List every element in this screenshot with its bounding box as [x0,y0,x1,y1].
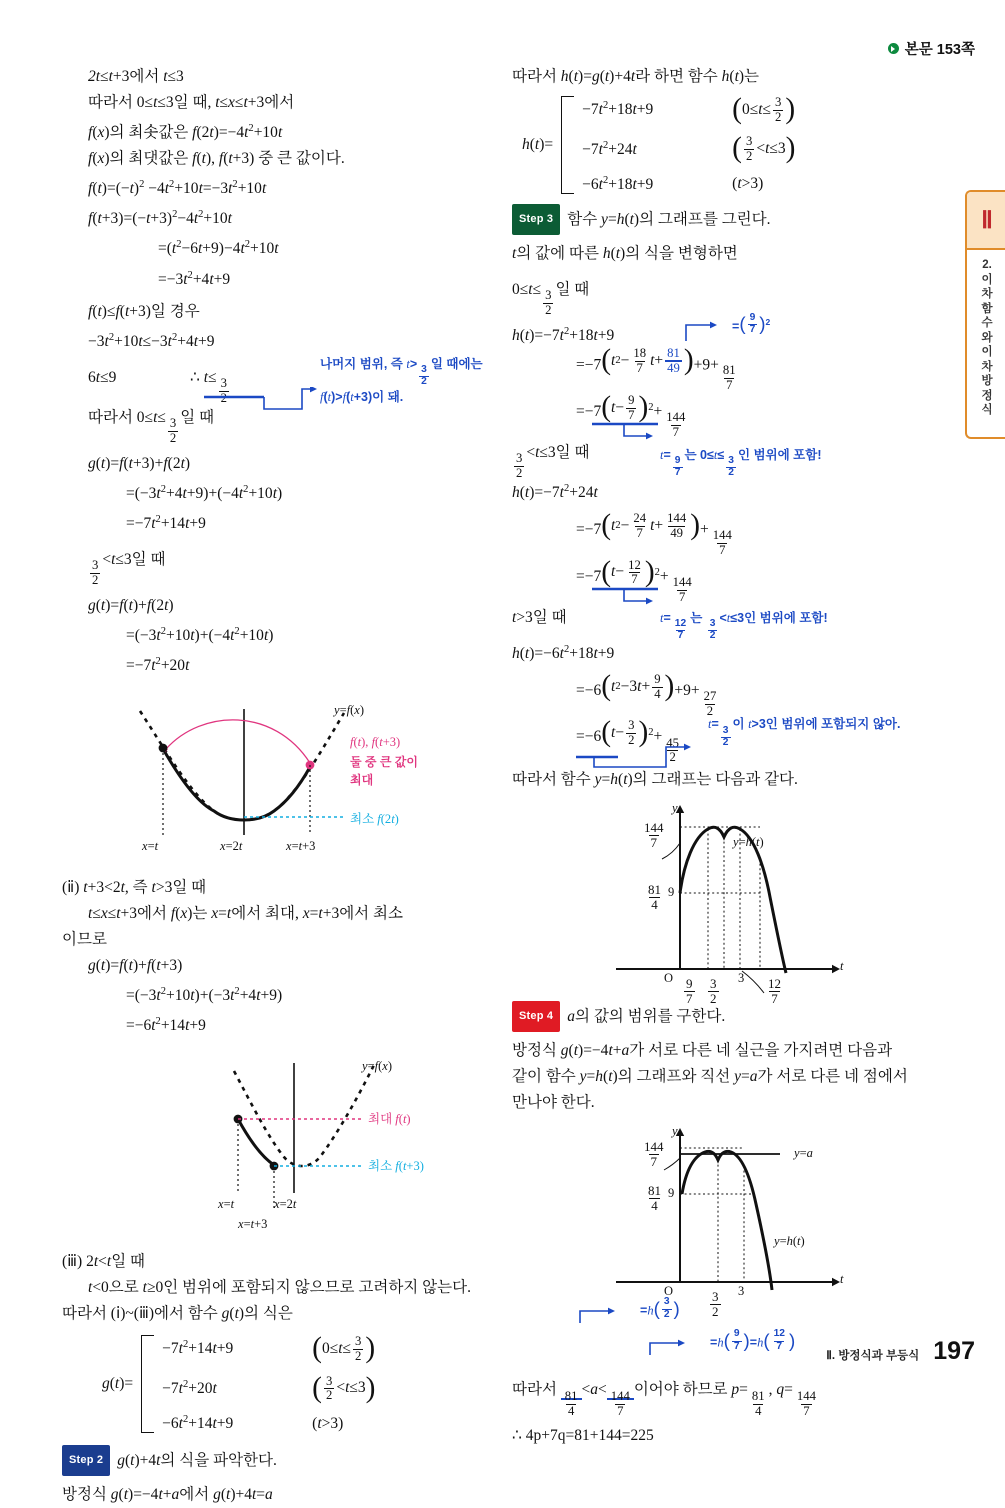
math-line: $\frac{3}{2}$ <t≤3일 때 [92,550,166,588]
math-line: $h(t)=-6t^2+18t+9$ [512,643,615,662]
side-tab-char: 정 [981,389,993,402]
system-cond: ( $\frac{3}{2}$ < t ≤3 ) [312,1371,376,1404]
side-tab-char: 수 [981,317,993,329]
left-column [62,64,512,1508]
final-answer-line [512,1377,962,1449]
side-tab-char: 이 [981,273,993,286]
math-line: $=-3t^2+4t+9$ [158,269,231,288]
math-line: $=(-3t^2+10t)+(-4t^2+10t)$ [126,625,274,644]
side-tab-char: 이 [981,346,993,358]
callout-range-note-b: t= $\frac{12}{7}$ 는 $\frac{3}{2}$ <t≤3인 범위에 포함! [660,610,828,642]
callout-h-9-7-12-7: =h ( $\frac{9}{7}$ ) =h ( $\frac{12}{7}$ ) [710,1328,796,1352]
case-b-line3 [512,557,962,605]
callout-connector-line [202,387,322,417]
math-line: $=(-3t^2+10t)+(-3t^2+4t+9)$ [126,986,283,1005]
callout-range-note-c: t= $\frac{3}{2}$ 이 t>3인 범위에 포함되지 않아. [708,717,901,749]
math-line: $=(t^2-6t+9)-4t^2+10t$ [158,239,279,258]
system-expr: $-6t^2+14t+9$ [162,1414,234,1433]
curve-label-f: y=f(x) [334,703,365,718]
math-line: $h(t)=-7t^2+18t+9$ [512,325,615,344]
system-cond: ( 0≤ t ≤ $\frac{3}{2}$ ) [312,1332,376,1365]
y-tick-9: 9 [668,1186,675,1201]
x-tick-t3: x=t+3 [286,839,316,854]
x-tick-12-7: $\frac{12}{7}$ [768,975,781,1006]
system-expr: $-7t^2+14t+9$ [162,1339,234,1358]
math-line: $f(t)=(-t)^2 -4t^2+10t=-3t^2+10t$ [88,179,267,198]
callout-connector-line [576,1305,636,1327]
x-tick-t3: x=t+3 [238,1217,268,1232]
math-line: 이므로 [62,931,107,949]
graph-f-case-1 [62,687,512,867]
callout-text: 나머지 범위, 즉 t> $\frac{3}{2}$ 일 때에는 f(t)>f(t+3)이 돼. [320,356,483,404]
math-line: 따라서 (ⅰ)~(ⅲ)에서 함수 g(t)의 식은 [62,1305,293,1323]
inequality-with-callout [62,356,512,405]
origin-label: O [664,971,674,986]
math-line: 따라서 h(t)=g(t)+4t라 하면 함수 h(t)는 [512,68,760,85]
case-a-line1 [512,311,962,347]
math-line: f(x)의 최댓값은 f(t), f(t+3) 중 큰 값이다. [88,150,345,168]
system-expr: $-7t^2+24t$ [582,139,637,158]
system-expr: $-6t^2+18t+9$ [582,174,654,193]
t-axis-label: t [840,1272,844,1287]
system-cond: ( $\frac{3}{2}$ < t ≤3 ) [732,132,796,165]
callout-h-3-2: =h ( $\frac{3}{2}$ ) [640,1296,680,1320]
x-tick-9-7: $\frac{9}{7}$ [686,975,693,1006]
system-expr: $-7t^2+20t$ [162,1378,217,1398]
side-tab-char: 차 [981,288,993,300]
case-a-cond: 0≤t≤ $\frac{3}{2}$ 일 때 [512,280,590,317]
math-line: $=-6t^2+14t+9$ [126,1016,206,1035]
graph-f-case-2-svg [62,1053,502,1243]
line-label-a: y=a [794,1146,813,1161]
math-line: f(t)≤f(t+3)일 경우 [88,302,200,320]
math-line: 2t≤t+3에서 t≤3 [88,68,184,85]
y-axis-label: y [672,1124,678,1139]
step4-heading: Step 4 a의 값의 범위를 구한다. [512,1001,962,1032]
x-tick-3: 3 [738,971,745,986]
graph-f-case-1-svg [62,687,502,867]
system-cond: (t>3) [732,175,764,193]
math-line: $-3t^2+10t\le-3t^2+4t+9$ [88,331,215,350]
curve-label-f: y=f(x) [362,1059,393,1074]
curve-label-h: y=h(t) [774,1234,805,1249]
side-tab-char: 차 [981,360,993,373]
system-row [582,92,796,125]
curve-label-h: y=h(t) [733,835,764,850]
step4-line2: 같이 함수 y=h(t)의 그래프와 직선 y=a가 서로 다른 네 점에서 [512,1068,908,1086]
step2-badge: Step 2 [62,1445,110,1476]
callout-range-note-a: t= $\frac{9}{7}$ 는 0≤t≤ $\frac{3}{2}$ 인 범위에 포함! [660,447,822,479]
math-line: g(t)=f(t+3)+f(2t) [88,454,191,472]
math-line: $f(t+3)=(-t+3)^2-4t^2+10t$ [88,209,232,228]
math-line: =−6 ( t 2 −3 t + $\frac{9}{4}$ ) +9+ $\frac{27}{2}$ [576,669,717,718]
step4-line1: 방정식 g(t)=−4t+a가 서로 다른 네 실근을 가지려면 다음과 [512,1042,893,1060]
x-tick-3: 3 [738,1284,745,1299]
h-system-lhs: h(t)= [522,135,554,153]
annot-min: 최소 f(2t) [350,812,399,827]
step4-badge: Step 4 [512,1001,560,1032]
y-axis-label: y [672,801,678,816]
side-tab-char: 2. [982,259,992,271]
system-row [582,132,796,165]
case-b-cond: $\frac{3}{2}$ <t≤3일 때 [516,443,590,480]
math-line: =−7 ( t − $\frac{12}{7}$ ) $^2$+ $\frac{144}{7}$ [576,555,692,604]
system-cond: ( 0≤ t ≤ $\frac{3}{2}$ ) [732,92,796,125]
case-ii-heading: (ⅱ) t+3<2t, 즉 t>3일 때 [62,879,207,897]
math-line: 따라서 $\frac{81}{4}$ <a< $\frac{144}{7}$ 이어야 하므로 p= $\frac{81}{4}$ , q= $\frac{144}{7}$ [512,1381,816,1418]
math-line: =−7 ( t − $\frac{9}{7}$ ) $^2$+ $\frac{144}{7}$ [576,390,686,439]
x-tick-2t: x=2t [274,1197,297,1212]
math-line: =−7 ( t 2 − $\frac{24}{7}$ t + $\frac{144}{49}$ ) + $\frac{144}{7}$ [576,508,732,557]
case-b-cond-row [512,440,962,480]
x-tick-2t: x=2t [220,839,243,854]
graph-f-case-2 [62,1053,512,1243]
system-expr: $-7t^2+18t+9$ [582,100,654,119]
math-line: =−7 ( t 2 − $\frac{18}{7}$ t + $\frac{81}{49}$ ) +9+ $\frac{81}{7}$ [576,344,736,393]
right-column [512,64,962,1449]
system-row [162,1371,376,1404]
footer-page-number: 197 [933,1337,975,1365]
annot-max-math: f(t), f(t+3) [350,735,401,750]
side-tab-char: 와 [981,331,993,344]
step3-heading: Step 3 함수 y=h(t)의 그래프를 그린다. [512,204,962,235]
page-reference-label: 본문 153쪽 [904,42,975,58]
math-line: $h(t)=-7t^2+24t$ [512,482,598,502]
step3-badge: Step 3 [512,204,560,235]
annot-max-kr-1: 둘 중 큰 값이 [350,755,418,770]
h-piecewise-system [512,92,962,194]
math-line: t≤x≤t+3에서 f(x)는 x=t에서 최대, x=t+3에서 최소 [88,905,403,923]
t-axis-label: t [840,959,844,974]
graph-h-svg [512,797,912,997]
math-line: 따라서 0≤t≤ $\frac{3}{2}$ 일 때 [88,408,215,445]
system-brace [561,96,574,194]
case-c-cond: t>3일 때 [512,608,567,626]
g-system-lhs: g(t)= [102,1375,134,1393]
y-tick-144-7: $\frac{144}{7}$ [644,1138,664,1169]
page-footer [0,1332,1005,1366]
side-tab-roman: Ⅱ [967,192,1005,250]
side-tab-label [967,250,1005,418]
y-tick-81-4: $\frac{81}{4}$ [648,881,661,912]
callout-connector-line [574,743,704,771]
chapter-side-tab [965,190,1005,439]
x-tick-3-2: $\frac{3}{2}$ [710,975,717,1006]
math-line: 6t≤9 [88,368,117,386]
math-line: t<0으로 t≥0인 범위에 포함되지 않으므로 고려하지 않는다. [88,1279,471,1297]
callout-square-note: = ( $\frac{9}{7}$ ) $^2$ [732,311,771,335]
case-c-line3 [512,717,962,767]
side-tab-char: 함 [981,302,993,315]
step4-line3: 만나야 한다. [512,1094,595,1112]
x-tick-3-2: $\frac{3}{2}$ [712,1288,719,1319]
conclusion-graph-lead: 따라서 함수 y=h(t)의 그래프는 다음과 같다. [512,771,798,789]
case-iii-heading: (ⅲ) 2t<t일 때 [62,1253,146,1271]
callout-connector-line [682,317,728,347]
origin-label: O [664,1284,674,1299]
page-reference-header [888,38,975,59]
math-line: =−6 ( t − $\frac{3}{2}$ ) $^2$+ $\frac{45}{2}$ [576,716,679,765]
annot-min: 최소 f(t+3) [368,1159,424,1174]
y-tick-9: 9 [668,885,675,900]
green-arrow-bullet-icon [888,43,899,54]
step2-heading: Step 2 g(t)+4t의 식을 파악한다. [62,1445,512,1476]
math-line: g(t)=f(t)+f(t+3) [88,957,183,975]
step3-body: t의 값에 따른 h(t)의 식을 변형하면 [512,244,738,262]
system-row [162,1414,375,1433]
math-line: $=(-3t^2+4t+9)+(-4t^2+10t)$ [126,483,283,502]
annot-max: 최대 f(t) [368,1112,411,1127]
x-tick-t: x=t [218,1197,235,1212]
system-cond: (t>3) [312,1414,344,1432]
y-tick-144-7: $\frac{144}{7}$ [644,819,664,850]
math-line: f(x)의 최솟값은 $f(2t)=-4t^2+10t$ [88,123,283,142]
graph-h [512,797,962,1006]
math-line: $=-7t^2+20t$ [126,655,190,675]
math-line: ∴ t≤ $\frac{3}{2}$ [190,368,227,405]
math-line: g(t)=f(t)+f(2t) [88,596,174,614]
side-tab-char: 방 [981,375,993,387]
case-c-cond-row [512,605,962,642]
graph-h-with-line-svg [512,1122,912,1307]
math-line: $=-7t^2+14t+9$ [126,513,206,532]
system-row [582,175,795,194]
annot-max-kr-2: 최대 [350,773,374,788]
x-tick-t: x=t [142,839,159,854]
final-result: ∴ 4p+7q=81+144=225 [512,1427,654,1445]
y-tick-81-4: $\frac{81}{4}$ [648,1182,661,1213]
footer-chapter: Ⅱ. 방정식과 부등식 [826,1350,920,1362]
step2-body: 방정식 g(t)=−4t+a에서 g(t)+4t=a [62,1486,273,1504]
case-a-line3 [512,392,962,440]
math-line: 따라서 0≤t≤3일 때, t≤x≤t+3에서 [88,94,295,111]
side-tab-char: 식 [981,404,993,416]
